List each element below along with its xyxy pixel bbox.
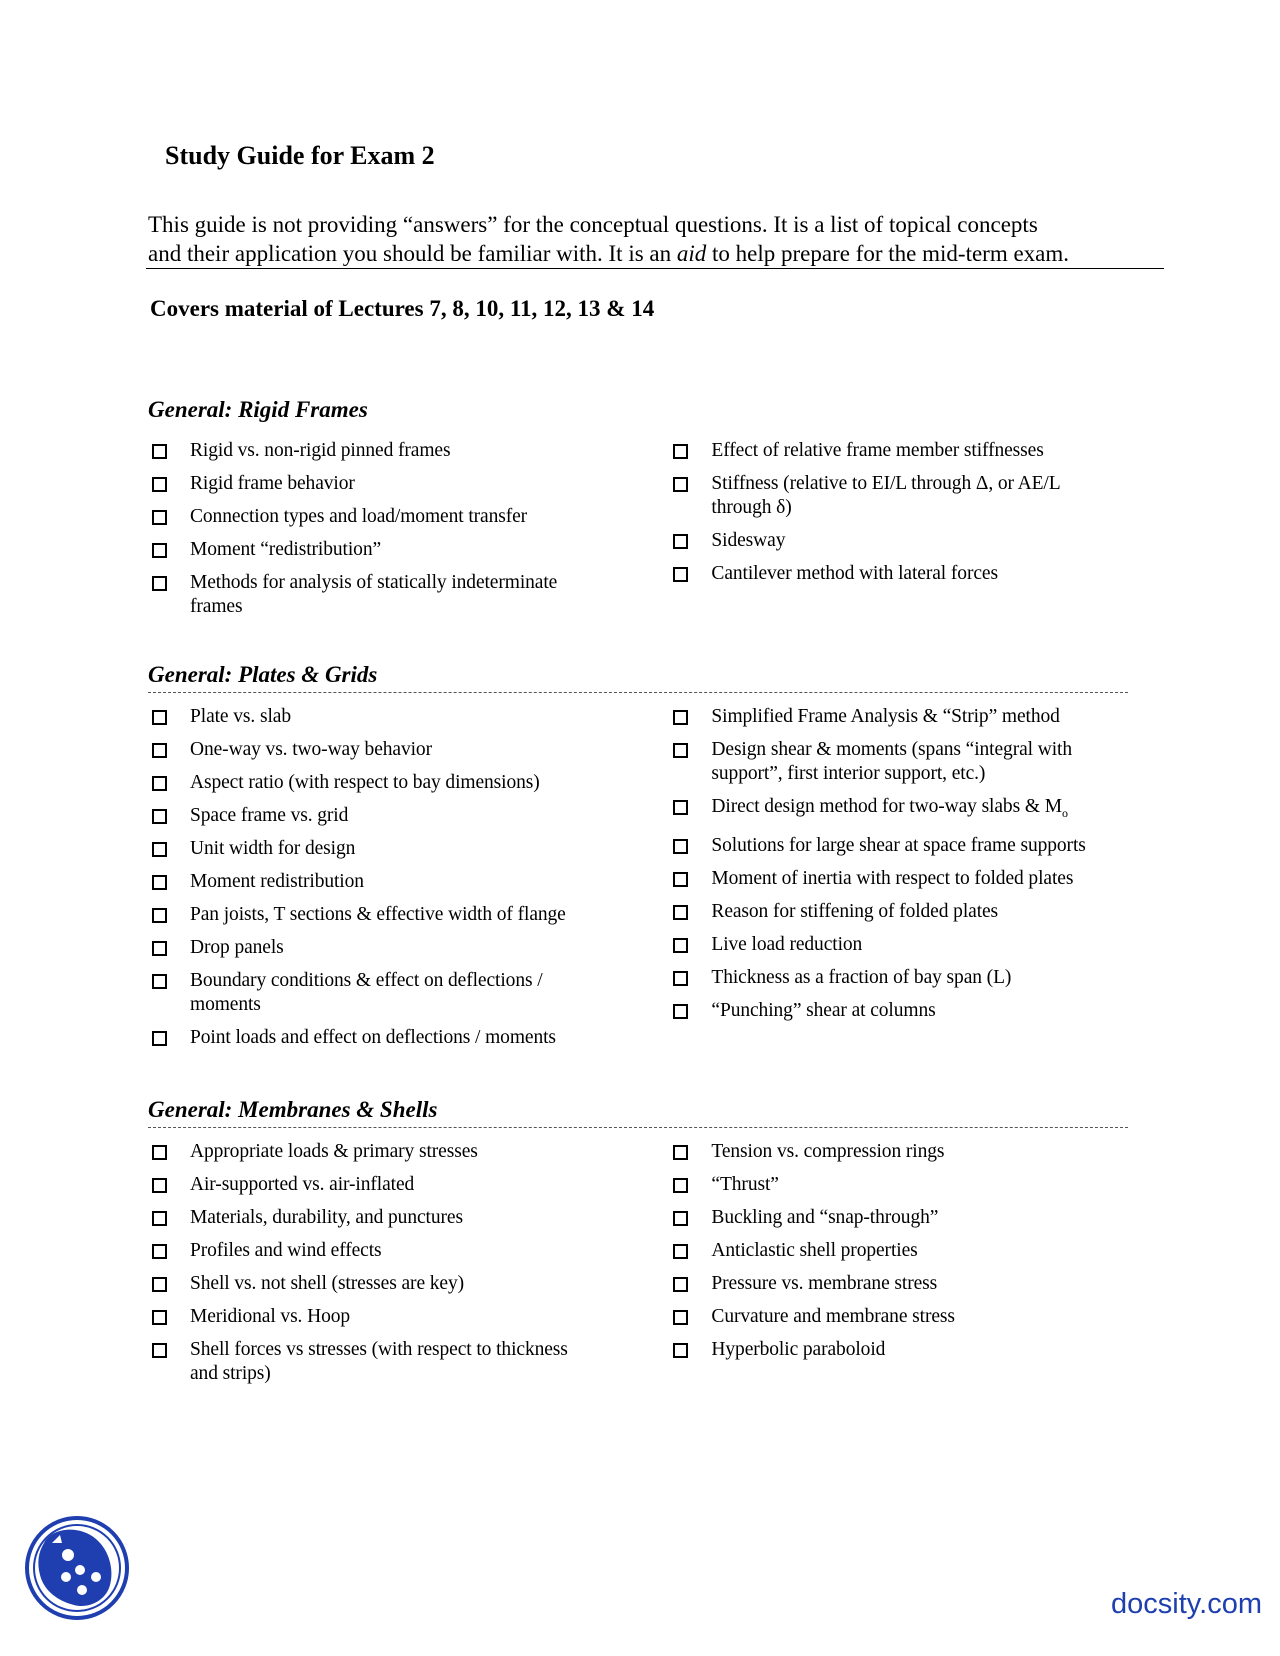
checkbox-icon[interactable] [152,842,167,857]
checklist-item[interactable] [148,804,669,828]
checkbox-icon[interactable] [152,908,167,923]
checkbox-icon[interactable] [152,1310,167,1325]
checklist-item[interactable] [669,1272,1128,1296]
checklist-item[interactable] [669,867,1128,891]
checklist-item[interactable] [669,1173,1128,1197]
checkbox-icon[interactable] [152,1277,167,1292]
checklist-item[interactable] [148,472,669,496]
checkbox-icon[interactable] [673,1211,688,1226]
item-label: Cantilever method with lateral forces [711,563,998,584]
checklist-item[interactable] [148,1173,669,1197]
intro-emphasis: aid [676,241,707,266]
checkbox-icon[interactable] [673,567,688,582]
checklist-item[interactable] [148,1239,669,1263]
item-label: Rigid frame behavior [190,473,355,494]
item-label: Stiffness (relative to EI/L through Δ, or AE/L through δ) [711,473,1060,518]
checkbox-icon[interactable] [673,971,688,986]
item-label: “Thrust” [711,1174,779,1195]
checklist-item[interactable] [148,1026,669,1050]
intro-line-2-start: and their application you should be familiar with. It is an [148,241,677,266]
section-heading: General: Membranes & Shells [148,1098,1128,1128]
item-label: Pressure vs. membrane stress [711,1273,938,1294]
item-label: Anticlastic shell properties [711,1240,918,1261]
checkbox-icon[interactable] [673,905,688,920]
subscript-o: o [1061,805,1068,820]
checkbox-icon[interactable] [152,510,167,525]
checklist-item[interactable] [148,1305,669,1329]
checkbox-icon[interactable] [673,800,688,815]
item-label: Thickness as a fraction of bay span (L) [711,966,1012,988]
checkbox-icon[interactable] [673,1244,688,1259]
checkbox-icon[interactable] [673,743,688,758]
checkbox-icon[interactable] [152,444,167,459]
intro-line-2-end: to help prepare for the mid-term exam. [706,241,1070,266]
checklist-item[interactable] [148,571,669,619]
checklist-item[interactable] [148,771,669,795]
checklist-left [148,705,669,1059]
item-label: Solutions for large shear at space frame supports [711,834,1086,856]
checklist-item[interactable] [669,1239,1128,1263]
checklist-item[interactable] [148,538,669,562]
checklist-item[interactable] [148,505,669,529]
checklist-item[interactable] [148,870,669,894]
checklist-columns [148,439,1128,628]
section-plates-grids [148,663,1128,1059]
docsity-logo-icon[interactable] [22,1513,132,1623]
checkbox-icon[interactable] [673,710,688,725]
item-label: “Punching” shear at columns [711,999,936,1021]
checklist-item[interactable] [148,969,669,1017]
item-label: Moment of inertia with respect to folded plates [711,867,1074,889]
checkbox-icon[interactable] [152,477,167,492]
item-label: Pan joists, T sections & effective width of flange [190,904,566,925]
item-label: Shell forces vs stresses (with respect to thickness and strips) [190,1339,568,1384]
checklist-right [669,705,1128,1059]
checkbox-icon[interactable] [152,710,167,725]
item-label: Rigid vs. non-rigid pinned frames [190,440,451,461]
checkbox-icon[interactable] [152,1211,167,1226]
item-label: Aspect ratio (with respect to bay dimensions) [190,772,540,793]
checklist-item[interactable] [669,562,1128,586]
item-label: Curvature and membrane stress [711,1306,955,1327]
checkbox-icon[interactable] [673,477,688,492]
item-label: Shell vs. not shell (stresses are key) [190,1273,465,1294]
item-label: Design shear & moments (spans “integral with support”, first interior support, etc.) [711,739,1073,784]
checklist-item[interactable] [148,439,669,463]
item-label: Point loads and effect on deflections / moments [190,1027,556,1048]
checkbox-icon[interactable] [152,576,167,591]
checklist-item[interactable] [669,738,1128,786]
checklist-item[interactable] [148,705,669,729]
item-label: Live load reduction [711,933,863,955]
direct-design-text: Direct design method for two-way slabs & M [711,796,1062,817]
checkbox-icon[interactable] [152,1178,167,1193]
intro-line-1: This guide is not providing “answers” for the conceptual questions. It is a list of topical concepts [148,212,1038,237]
checklist-item[interactable] [148,1206,669,1230]
item-label: Space frame vs. grid [190,805,349,826]
checkbox-icon[interactable] [673,1178,688,1193]
checklist-item[interactable] [669,705,1128,729]
checklist-item[interactable] [148,936,669,960]
checklist-item[interactable] [669,1305,1128,1329]
checklist-columns [148,705,1128,1059]
checklist-item[interactable] [669,1206,1128,1230]
section-heading: General: Plates & Grids [148,663,1128,693]
checklist-item[interactable] [669,999,1128,1023]
item-label: Moment redistribution [190,871,364,892]
section-heading: General: Rigid Frames [148,397,368,422]
checkbox-icon[interactable] [673,1343,688,1358]
checkbox-icon[interactable] [152,1244,167,1259]
checkbox-icon[interactable] [152,974,167,989]
checklist-item[interactable] [669,472,1128,520]
item-label: Effect of relative frame member stiffnesses [711,440,1044,461]
item-label: Reason for stiffening of folded plates [711,900,999,922]
checklist-right [669,439,1128,628]
checklist-columns [148,1140,1128,1395]
checklist-item[interactable] [148,1338,669,1386]
checklist-left [148,1140,669,1395]
item-label: Air-supported vs. air-inflated [190,1174,415,1195]
checkbox-icon[interactable] [673,872,688,887]
item-label [711,795,1067,825]
checklist-item[interactable] [669,900,1128,924]
checkbox-icon[interactable] [152,941,167,956]
checkbox-icon[interactable] [673,1004,688,1019]
checkbox-icon[interactable] [152,543,167,558]
item-label: Tension vs. compression rings [711,1141,945,1162]
checklist-item[interactable] [148,903,669,927]
checklist-item[interactable] [669,1338,1128,1362]
checklist-item[interactable] [669,834,1128,858]
item-label: Profiles and wind effects [190,1240,382,1261]
item-label: One-way vs. two-way behavior [190,739,432,760]
item-label: Connection types and load/moment transfer [190,506,528,527]
checkbox-icon[interactable] [673,839,688,854]
checklist-item[interactable] [148,837,669,861]
checkbox-icon[interactable] [673,444,688,459]
covers-lectures: Covers material of Lectures 7, 8, 10, 11, 12, 13 & 14 [150,296,655,321]
checkbox-icon[interactable] [152,776,167,791]
item-label: Moment “redistribution” [190,539,382,560]
checkbox-icon[interactable] [152,1145,167,1160]
checkbox-icon[interactable] [152,875,167,890]
checkbox-icon[interactable] [152,743,167,758]
item-label: Methods for analysis of statically indeterminate frames [190,572,558,617]
checkbox-icon[interactable] [673,534,688,549]
docsity-brand-link[interactable]: docsity.com [1111,1588,1262,1620]
section-rigid-frames [148,398,1128,628]
checklist-right [669,1140,1128,1395]
checkbox-icon[interactable] [152,1031,167,1046]
item-label: Meridional vs. Hoop [190,1306,351,1327]
checklist-item[interactable] [669,1140,1128,1164]
item-label: Simplified Frame Analysis & “Strip” method [711,706,1060,727]
checklist-left [148,439,669,628]
checklist-item[interactable] [669,795,1128,825]
checkbox-icon[interactable] [152,1343,167,1358]
checklist-item[interactable] [669,529,1128,553]
checklist-item[interactable] [669,439,1128,463]
item-label: Boundary conditions & effect on deflections / moments [190,970,543,1015]
checkbox-icon[interactable] [673,1310,688,1325]
checklist-item[interactable] [148,1272,669,1296]
item-label: Hyperbolic paraboloid [711,1339,886,1360]
item-label: Materials, durability, and punctures [190,1207,463,1228]
checkbox-icon[interactable] [673,1145,688,1160]
item-label: Drop panels [190,937,284,958]
intro-paragraph [148,210,1158,268]
item-label: Buckling and “snap-through” [711,1207,939,1228]
checklist-item[interactable] [669,966,1128,990]
intro-divider [146,268,1164,269]
item-label: Plate vs. slab [190,706,291,727]
checklist-item[interactable] [669,933,1128,957]
item-label: Sidesway [711,530,786,551]
checkbox-icon[interactable] [673,1277,688,1292]
checklist-item[interactable] [148,738,669,762]
item-label: Appropriate loads & primary stresses [190,1141,478,1162]
checkbox-icon[interactable] [152,809,167,824]
checklist-item[interactable] [148,1140,669,1164]
section-membranes-shells [148,1098,1128,1395]
checkbox-icon[interactable] [673,938,688,953]
page-title: Study Guide for Exam 2 [165,141,435,170]
item-label: Unit width for design [190,838,356,859]
